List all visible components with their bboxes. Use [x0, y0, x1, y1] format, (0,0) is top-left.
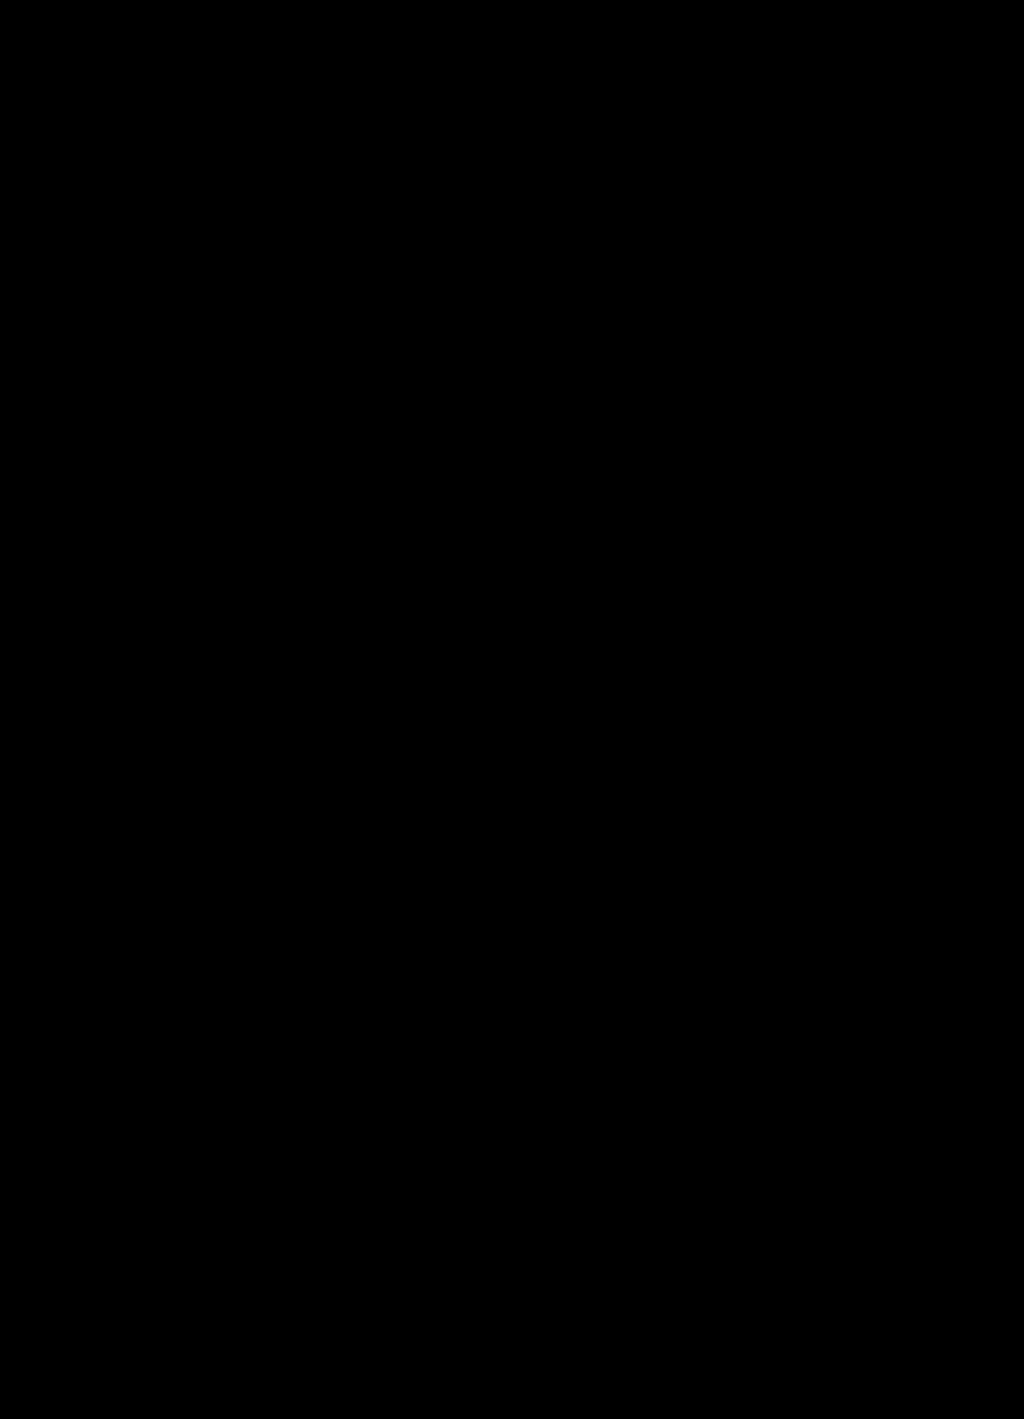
- display-formula-c: z ∈ K ⇒ c(z) = b(z) , z ∈ C − K ⇒ c(z) = a(z) .: [276, 329, 752, 353]
- paragraph-product-t: dále budiž T = 𝔓P(t) (t ∈ K). Protože množina K ≠ ∅ je konečná, je T souvislý prostor. Zřejmě existuje takové prosté zobrazení f prostoru T na množinu Q, že pro x ∈ T, t ∈ K splyne t-souřadnice bodu x s t-souřadnicí bodu f(x). Snadno se zjistí, že zobrazení f je homeomorfní, takže množina Q = f¹(T) je souvislá. Jest Q ⊂ R = A ∪ B s oddělenými A, B. Podle 10.1.3 je tedy buďto Q ∩ A = ∅ nebo Q ∩ B = ∅. To je nemožné, neboť a ∈ Q ∩ A, c ∈ Q ∩ B.: [96, 465, 932, 647]
- paragraph-theorem-10-1-22: 10.1.22. Budiž f inversně spojité zobrazení prostoru P na prostor P₁. Pro každý y ∈ P₁ budiž f⁻¹(y) souvislá množina. Je-li S₁ ⊂ P₁ souvislá, je také S = f⁻¹(S₁) souvislá. Zřejmě S ≠ ∅. Kdyby S nebyla souvislá, existovaly by v P takové oddělené množiny A, B, že A ≠ ∅ ≠ B, A ∪ B = S. Budiž A₁ = f¹(A), B₁ = = f¹(B), takže A₁ ≠ ∅ ≠ B₁, A₁ ∪ B₁ = S₁. Zřejmě A ⊂ f⁻¹(A₁). Je-li však x ∈ f⁻¹(A₁), y = f(x), jest y ∈ f¹(A), tedy f⁻¹(y) ∩ A ≠ ∅. Jest y ∈ f¹(S) = S₁, tedy f⁻¹(y) ⊂ f⁻¹(S₁) = S = A ∪ B. Protože f⁻¹(y) ⊂ ⊂ A ∪ B, protože A, B jsou oddělené a protože f⁻¹(y) ∩ A ≠ ∅, plyne z 10.1.3, že f⁻¹(y) ⊂ A. Protože y = f(x), jest x ∈ A. Tím je dokázáno, že A = f⁻¹(A₁), a stejně se dokáže, že B = f⁻¹(B₁). Protože A, B jsou oddělené, jsou A₁, B₁ oddělené podle 7.2.7. To je nemožné, neboť S₁ = A₁ ∪ B₁ je souvislá a A₁ ≠ ∅ ≠ B₁.: [96, 711, 932, 1050]
- page-number: 270: [96, 1300, 137, 1324]
- paragraph-set-q: Podle 4.2.3 je c ∈ B. Budiž Q množina těch x ∈ R, pro něž platí: [96, 375, 761, 399]
- paragraph-theorem-10-1-23: 10.1.23. Budiž P souvislý prostor. Budiž 𝔖 ≠ ∅ soustava otevřených množin; budiž P = ⋃ X (X ∈ 𝔖). Budiž a ∈ P, b ∈ P. Pak existuje taková konečná posloupnost {Aᵢ}₁ⁿ, že:: [96, 1146, 932, 1233]
- display-formula-x: z ∈ C − K ⇒ x(z) = a(z) ;: [385, 421, 643, 445]
- paragraph-proof-part-ii: II. Je-li C konečná, soudíme z I indukcí, že prostor R je souvislý. V případě nekonečné C vedeme důkaz nepřímo. Jestliže R není souvislý, jest R = A ∪ B, kde A ≠ ∅ ≠ B a množiny A, B jsou oddělené. Zvolme a ∈ A, b ∈ B. Z 5.1.6 plyne, že množina B ⊂ P je otevřená, takže B je okolí bodu b podle 4.4.13. Tudíž existuje taková konečná část K ≠ ∅ množiny C, že 𝔓ₖU(z) ⊂ B, kde pro z ∈ K je U(z) vhodně volené okolí bodu b(z) ∈ P(z) a pro z ∈ C − K je U(z) = P(z). Budiž c ten bod prostoru R, pro který: [96, 63, 932, 276]
